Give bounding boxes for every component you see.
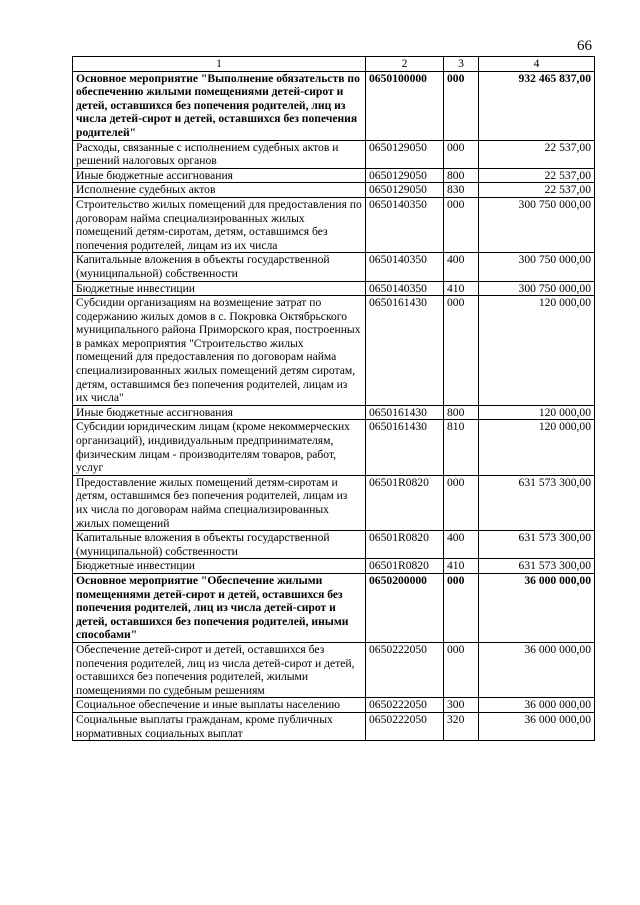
- row-vr: 000: [444, 296, 479, 406]
- row-amount: 120 000,00: [479, 405, 595, 420]
- row-vr: 800: [444, 405, 479, 420]
- row-code: 0650161430: [366, 405, 444, 420]
- row-amount: 120 000,00: [479, 296, 595, 406]
- row-vr: 300: [444, 698, 479, 713]
- table-row: [73, 712, 595, 740]
- row-amount: 631 573 300,00: [479, 475, 595, 530]
- budget-table: [72, 56, 595, 741]
- row-code: 06501R0820: [366, 475, 444, 530]
- row-amount: 631 573 300,00: [479, 559, 595, 574]
- row-name: Бюджетные инвестиции: [73, 559, 366, 574]
- row-code: 0650222050: [366, 712, 444, 740]
- table-row: [73, 281, 595, 296]
- table-row: [73, 183, 595, 198]
- table-row: [73, 168, 595, 183]
- page-number: 66: [577, 38, 592, 54]
- table-row: [73, 140, 595, 168]
- row-name: Предоставление жилых помещений детям-сиротам и детям, оставшимся без попечения родителей, лицам из их числа по договорам найма специализированных жилых помещений: [73, 475, 366, 530]
- table-row: [73, 296, 595, 406]
- row-amount: 120 000,00: [479, 420, 595, 475]
- table-row: [73, 642, 595, 697]
- row-amount: 22 537,00: [479, 168, 595, 183]
- row-amount: 300 750 000,00: [479, 197, 595, 252]
- row-vr: 000: [444, 140, 479, 168]
- row-code: 0650161430: [366, 296, 444, 406]
- row-code: 0650222050: [366, 642, 444, 697]
- row-name: Субсидии организациям на возмещение затрат по содержанию жилых домов в с. Покровка Октябрьского муниципального района Приморского края, построенных в рамках мероприятия "Строительство жилых помещений для предоставления по договорам найма специализированных жилых помещений детям сиротам, детям, оставшимся без попечения родителей, лицам из их числа": [73, 296, 366, 406]
- header-col-3: 3: [444, 57, 479, 72]
- row-code: 0650140350: [366, 281, 444, 296]
- table-row: [73, 253, 595, 281]
- row-amount: 22 537,00: [479, 183, 595, 198]
- row-code: 0650129050: [366, 183, 444, 198]
- row-name: Исполнение судебных актов: [73, 183, 366, 198]
- table-header-row: [73, 57, 595, 72]
- row-vr: 400: [444, 253, 479, 281]
- row-name: Субсидии юридическим лицам (кроме некоммерческих организаций), индивидуальным предпринимателям, физическим лицам - производителям товаров, работ, услуг: [73, 420, 366, 475]
- table-row: [73, 531, 595, 559]
- row-vr: 000: [444, 573, 479, 642]
- row-name: Иные бюджетные ассигнования: [73, 405, 366, 420]
- table-row: [73, 559, 595, 574]
- row-name: Основное мероприятие "Обеспечение жилыми помещениями детей-сирот и детей, оставшихся без попечения родителей, лиц из числа детей-сирот и детей, оставшихся без попечения родителей, иными способами": [73, 573, 366, 642]
- row-code: 0650140350: [366, 253, 444, 281]
- row-vr: 810: [444, 420, 479, 475]
- row-amount: 36 000 000,00: [479, 712, 595, 740]
- row-amount: 300 750 000,00: [479, 253, 595, 281]
- row-vr: 830: [444, 183, 479, 198]
- header-col-2: 2: [366, 57, 444, 72]
- row-amount: 36 000 000,00: [479, 698, 595, 713]
- row-name: Обеспечение детей-сирот и детей, оставшихся без попечения родителей, лиц из числа детей-сирот и детей, оставшихся без попечения родителей, жилыми помещениями по судебным решениям: [73, 642, 366, 697]
- row-vr: 400: [444, 531, 479, 559]
- row-code: 06501R0820: [366, 531, 444, 559]
- row-amount: 36 000 000,00: [479, 642, 595, 697]
- table-row: [73, 573, 595, 642]
- row-code: 0650129050: [366, 168, 444, 183]
- row-amount: 300 750 000,00: [479, 281, 595, 296]
- row-name: Капитальные вложения в объекты государственной (муниципальной) собственности: [73, 253, 366, 281]
- table-row: [73, 698, 595, 713]
- row-name: Иные бюджетные ассигнования: [73, 168, 366, 183]
- row-code: 0650129050: [366, 140, 444, 168]
- row-vr: 000: [444, 642, 479, 697]
- header-col-4: 4: [479, 57, 595, 72]
- header-col-1: 1: [73, 57, 366, 72]
- row-name: Строительство жилых помещений для предоставления по договорам найма специализированных жилых помещений детям-сиротам, детям, оставшимся без попечения родителей, лицам из их числа: [73, 197, 366, 252]
- row-amount: 36 000 000,00: [479, 573, 595, 642]
- row-code: 0650200000: [366, 573, 444, 642]
- row-code: 0650100000: [366, 71, 444, 140]
- row-name: Капитальные вложения в объекты государственной (муниципальной) собственности: [73, 531, 366, 559]
- row-vr: 000: [444, 197, 479, 252]
- row-amount: 22 537,00: [479, 140, 595, 168]
- row-name: Расходы, связанные с исполнением судебных актов и решений налоговых органов: [73, 140, 366, 168]
- row-name: Социальные выплаты гражданам, кроме публичных нормативных социальных выплат: [73, 712, 366, 740]
- row-name: Основное мероприятие "Выполнение обязательств по обеспечению жилыми помещениями детей-сирот и детей, оставшихся без попечения родителей, лиц из числа детей-сирот и детей, оставшихся без попечения родителей": [73, 71, 366, 140]
- row-code: 06501R0820: [366, 559, 444, 574]
- row-vr: 320: [444, 712, 479, 740]
- table-row: [73, 71, 595, 140]
- row-amount: 932 465 837,00: [479, 71, 595, 140]
- row-code: 0650222050: [366, 698, 444, 713]
- row-code: 0650140350: [366, 197, 444, 252]
- row-vr: 000: [444, 71, 479, 140]
- table-row: [73, 420, 595, 475]
- row-vr: 800: [444, 168, 479, 183]
- row-vr: 000: [444, 475, 479, 530]
- row-vr: 410: [444, 281, 479, 296]
- row-amount: 631 573 300,00: [479, 531, 595, 559]
- row-vr: 410: [444, 559, 479, 574]
- table-row: [73, 475, 595, 530]
- row-name: Бюджетные инвестиции: [73, 281, 366, 296]
- table-row: [73, 197, 595, 252]
- table-row: [73, 405, 595, 420]
- row-code: 0650161430: [366, 420, 444, 475]
- row-name: Социальное обеспечение и иные выплаты населению: [73, 698, 366, 713]
